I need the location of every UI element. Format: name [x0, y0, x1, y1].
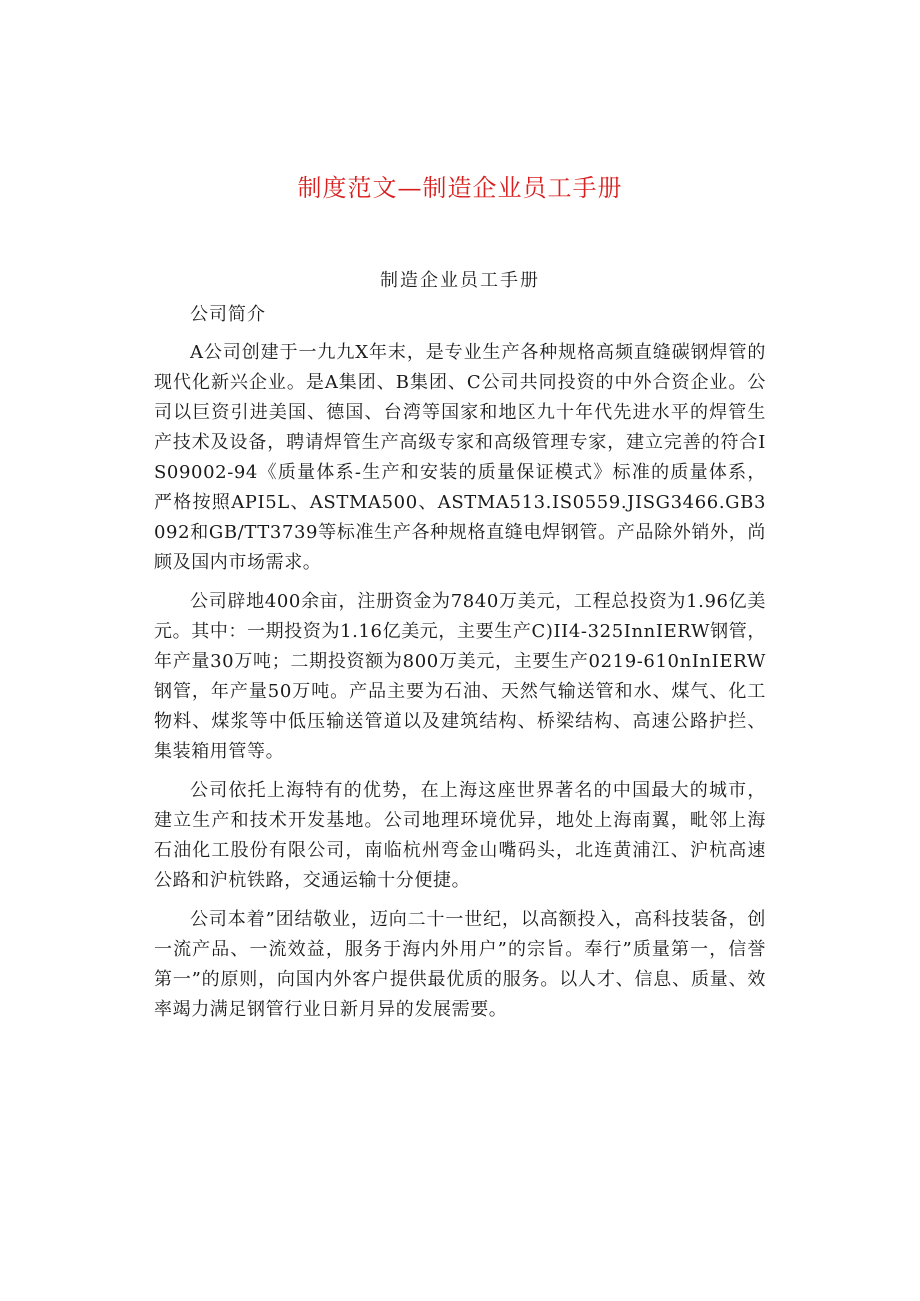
paragraph-mission: 公司本着”团结敬业，迈向二十一世纪，以高额投入，高科技装备，创一流产品、一流效益，服务于海内外用户”的宗旨。奉行”质量第一，信誉第一”的原则，向国内外客户提供最优质的服务。以人才、信息、质量、效率竭力满足钢管行业日新月异的发展需要。: [154, 909, 766, 1020]
paragraph-investment: 公司辟地400余亩，注册资金为7840万美元，工程总投资为1.96亿美元。其中：一期投资为1.16亿美元，主要生产C)II4-325InnIERW钢管，年产量30万吨；二期投资额为800万美元，主要生产0219-610nInIERW钢管，年产量50万吨。产品主要为石油、天然气输送管和水、煤气、化工物料、煤浆等中低压输送管道以及建筑结构、桥梁结构、高速公路护拦、集装箱用管等。: [154, 591, 766, 762]
section-heading-company-intro: 公司简介: [190, 304, 266, 325]
document-subtitle: 制造企业员工手册: [380, 270, 540, 291]
paragraph-company-overview: A公司创建于一九九X年末，是专业生产各种规格高频直缝碳钢焊管的现代化新兴企业。是A集团、B集团、C公司共同投资的中外合资企业。公司以巨资引进美国、德国、台湾等国家和地区九十年代先进水平的焊管生产技术及设备，聘请焊管生产高级专家和高级管理专家，建立完善的符合IS09002-94《质量体系-生产和安装的质量保证模式》标准的质量体系，严格按照API5L、ASTMA500、ASTMA513.IS0559.JISG3466.GB3092和GB/TT3739等标准生产各种规格直缝电焊钢管。产品除外销外，尚顾及国内市场需求。: [154, 342, 766, 573]
document-body: [154, 300, 766, 1034]
paragraph-location: 公司依托上海特有的优势，在上海这座世界著名的中国最大的城市，建立生产和技术开发基地。公司地理环境优异，地处上海南翼，毗邻上海石油化工股份有限公司，南临杭州弯金山嘴码头，北连黄浦江、沪杭高速公路和沪杭铁路，交通运输十分便捷。: [154, 780, 766, 891]
document-title: 制度范文—制造企业员工手册: [297, 174, 623, 202]
